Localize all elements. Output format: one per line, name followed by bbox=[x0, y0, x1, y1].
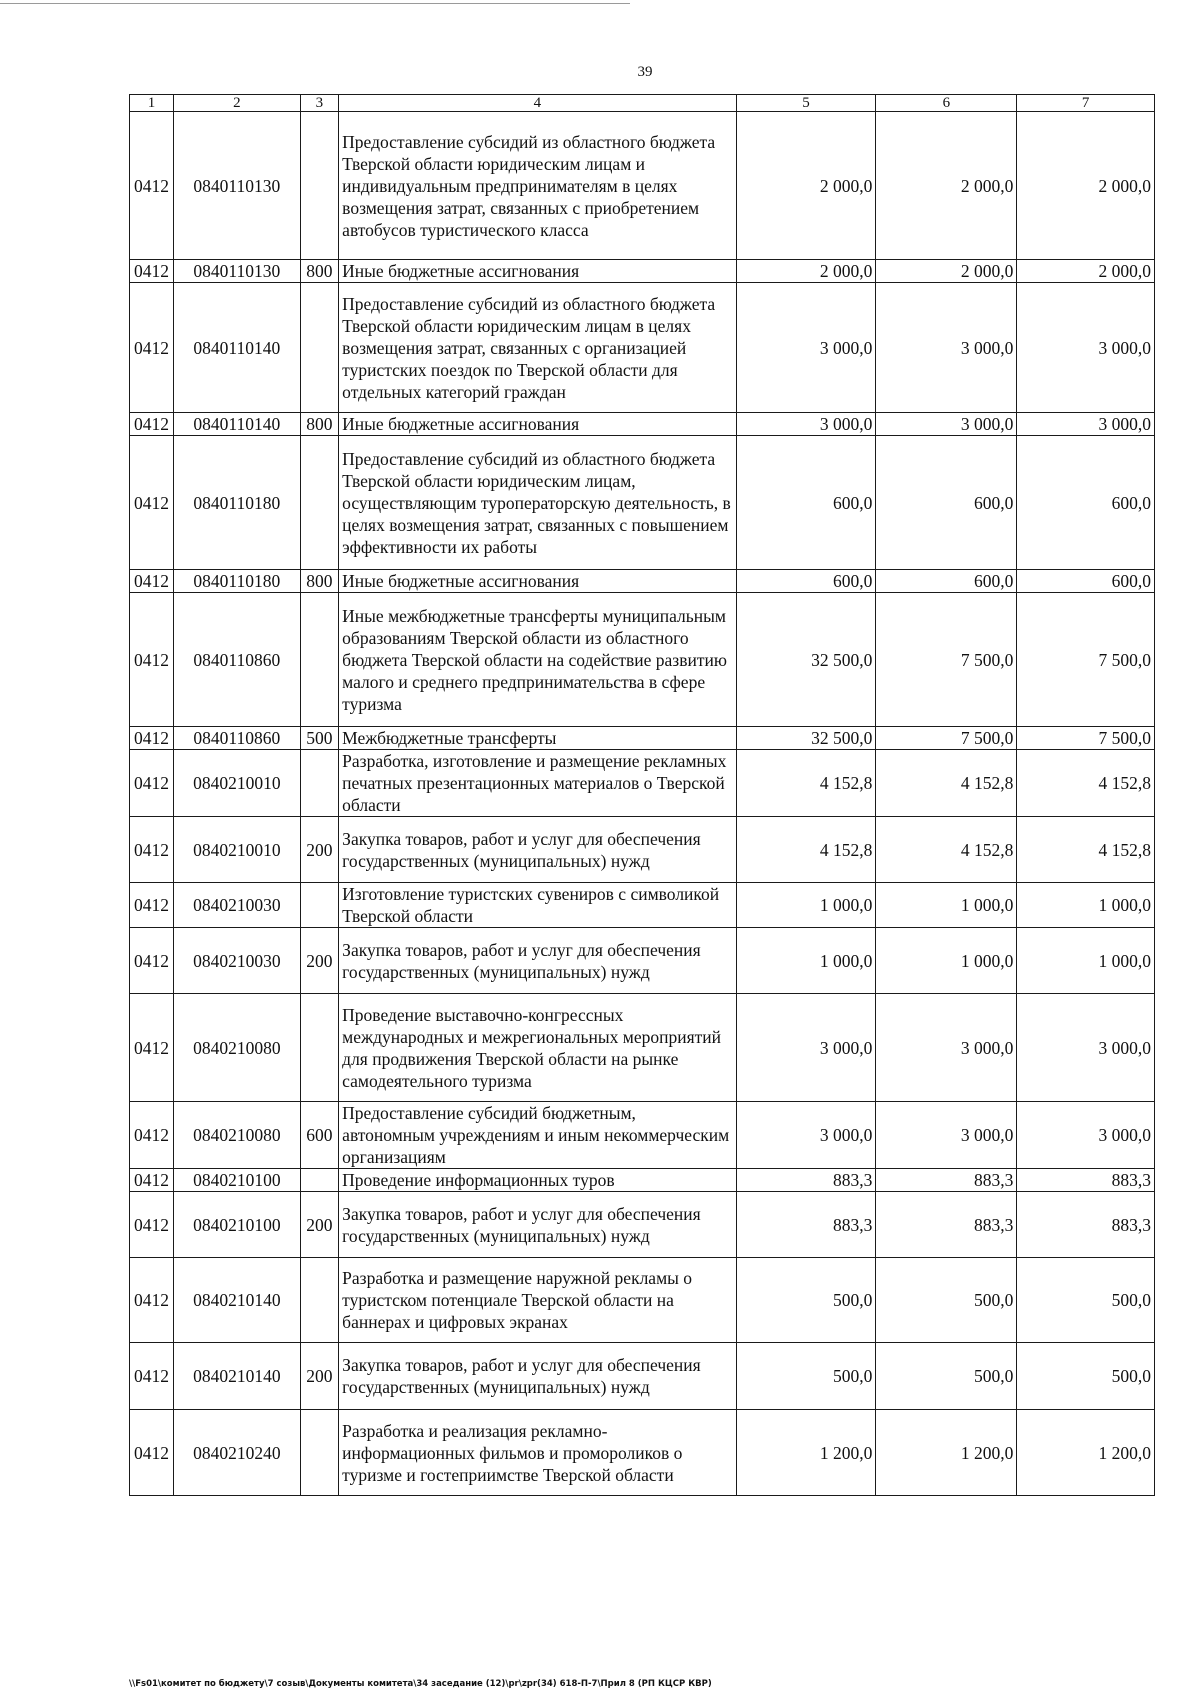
amount-col5-cell: 2 000,0 bbox=[736, 112, 876, 260]
amount-col5-cell: 32 500,0 bbox=[736, 593, 876, 727]
amount-col6-cell: 883,3 bbox=[876, 1192, 1017, 1258]
amount-col6-cell: 1 200,0 bbox=[876, 1410, 1017, 1496]
description-cell: Иные межбюджетные трансферты муниципальным образованиям Тверской области из областного бюджета Тверской области на содействие развитию малого и среднего предпринимательства в сфере туризма bbox=[339, 593, 736, 727]
table-row bbox=[130, 994, 1155, 1102]
amount-col7-cell: 1 200,0 bbox=[1017, 1410, 1155, 1496]
target-article-cell: 0840210010 bbox=[174, 750, 301, 817]
target-article-cell: 0840210240 bbox=[174, 1410, 301, 1496]
section-code-cell: 0412 bbox=[130, 1258, 174, 1343]
expense-type-cell bbox=[300, 1410, 339, 1496]
table-row bbox=[130, 1410, 1155, 1496]
amount-col6-cell: 7 500,0 bbox=[876, 593, 1017, 727]
amount-col6-cell: 883,3 bbox=[876, 1169, 1017, 1192]
target-article-cell: 0840210140 bbox=[174, 1258, 301, 1343]
expense-type-cell bbox=[300, 750, 339, 817]
amount-col7-cell: 4 152,8 bbox=[1017, 750, 1155, 817]
column-number-1: 1 bbox=[130, 95, 174, 112]
target-article-cell: 0840110140 bbox=[174, 413, 301, 436]
description-cell: Предоставление субсидий из областного бюджета Тверской области юридическим лицам, осуществляющим туроператорскую деятельность, в целях возмещения затрат, связанных с повышением эффективности их работы bbox=[339, 436, 736, 570]
section-code-cell: 0412 bbox=[130, 570, 174, 593]
target-article-cell: 0840210010 bbox=[174, 817, 301, 883]
target-article-cell: 0840110860 bbox=[174, 593, 301, 727]
expense-type-cell bbox=[300, 1169, 339, 1192]
amount-col6-cell: 4 152,8 bbox=[876, 750, 1017, 817]
amount-col7-cell: 3 000,0 bbox=[1017, 1102, 1155, 1169]
description-cell: Изготовление туристских сувениров с символикой Тверской области bbox=[339, 883, 736, 928]
target-article-cell: 0840110130 bbox=[174, 112, 301, 260]
amount-col7-cell: 3 000,0 bbox=[1017, 994, 1155, 1102]
amount-col7-cell: 600,0 bbox=[1017, 570, 1155, 593]
section-code-cell: 0412 bbox=[130, 260, 174, 283]
footer-file-path: \\Fs01\комитет по бюджету\7 созыв\Документы комитета\34 заседание (12)\pr\zpr(34) 618-П-7\Прил 8 (РП КЦСР КВР) bbox=[129, 1679, 712, 1689]
amount-col6-cell: 600,0 bbox=[876, 436, 1017, 570]
expense-type-cell: 200 bbox=[300, 1343, 339, 1410]
section-code-cell: 0412 bbox=[130, 1169, 174, 1192]
target-article-cell: 0840210030 bbox=[174, 928, 301, 994]
table-row bbox=[130, 260, 1155, 283]
amount-col5-cell: 1 000,0 bbox=[736, 883, 876, 928]
amount-col7-cell: 2 000,0 bbox=[1017, 112, 1155, 260]
column-number-6: 6 bbox=[876, 95, 1017, 112]
table-row bbox=[130, 112, 1155, 260]
description-cell: Проведение выставочно-конгрессных международных и межрегиональных мероприятий для продвижения Тверской области на рынке самодеятельного туризма bbox=[339, 994, 736, 1102]
section-code-cell: 0412 bbox=[130, 750, 174, 817]
amount-col6-cell: 3 000,0 bbox=[876, 413, 1017, 436]
amount-col5-cell: 600,0 bbox=[736, 436, 876, 570]
table-row bbox=[130, 1343, 1155, 1410]
table-row bbox=[130, 413, 1155, 436]
amount-col7-cell: 500,0 bbox=[1017, 1343, 1155, 1410]
target-article-cell: 0840210080 bbox=[174, 994, 301, 1102]
amount-col5-cell: 3 000,0 bbox=[736, 994, 876, 1102]
target-article-cell: 0840110180 bbox=[174, 436, 301, 570]
table-row bbox=[130, 1192, 1155, 1258]
amount-col5-cell: 2 000,0 bbox=[736, 260, 876, 283]
amount-col6-cell: 7 500,0 bbox=[876, 727, 1017, 750]
amount-col6-cell: 1 000,0 bbox=[876, 883, 1017, 928]
expense-type-cell: 200 bbox=[300, 928, 339, 994]
amount-col6-cell: 3 000,0 bbox=[876, 1102, 1017, 1169]
column-number-row bbox=[130, 95, 1155, 112]
expense-type-cell: 200 bbox=[300, 1192, 339, 1258]
section-code-cell: 0412 bbox=[130, 283, 174, 413]
section-code-cell: 0412 bbox=[130, 436, 174, 570]
section-code-cell: 0412 bbox=[130, 1410, 174, 1496]
amount-col6-cell: 3 000,0 bbox=[876, 283, 1017, 413]
table-row bbox=[130, 817, 1155, 883]
expense-type-cell bbox=[300, 283, 339, 413]
amount-col5-cell: 4 152,8 bbox=[736, 817, 876, 883]
top-scan-line bbox=[0, 3, 630, 4]
expense-type-cell: 800 bbox=[300, 570, 339, 593]
table-row bbox=[130, 750, 1155, 817]
amount-col6-cell: 4 152,8 bbox=[876, 817, 1017, 883]
page-number: 39 bbox=[637, 64, 653, 80]
amount-col7-cell: 1 000,0 bbox=[1017, 928, 1155, 994]
table-row bbox=[130, 593, 1155, 727]
expense-type-cell: 500 bbox=[300, 727, 339, 750]
section-code-cell: 0412 bbox=[130, 413, 174, 436]
table-row bbox=[130, 1258, 1155, 1343]
column-number-2: 2 bbox=[174, 95, 301, 112]
amount-col7-cell: 3 000,0 bbox=[1017, 413, 1155, 436]
description-cell: Проведение информационных туров bbox=[339, 1169, 736, 1192]
section-code-cell: 0412 bbox=[130, 112, 174, 260]
amount-col7-cell: 500,0 bbox=[1017, 1258, 1155, 1343]
target-article-cell: 0840210080 bbox=[174, 1102, 301, 1169]
section-code-cell: 0412 bbox=[130, 817, 174, 883]
amount-col6-cell: 500,0 bbox=[876, 1258, 1017, 1343]
expense-type-cell bbox=[300, 1258, 339, 1343]
column-number-3: 3 bbox=[300, 95, 339, 112]
section-code-cell: 0412 bbox=[130, 1102, 174, 1169]
section-code-cell: 0412 bbox=[130, 1343, 174, 1410]
table-row bbox=[130, 727, 1155, 750]
description-cell: Закупка товаров, работ и услуг для обеспечения государственных (муниципальных) нужд bbox=[339, 1192, 736, 1258]
expense-type-cell bbox=[300, 994, 339, 1102]
amount-col7-cell: 883,3 bbox=[1017, 1192, 1155, 1258]
budget-table bbox=[129, 94, 1155, 1496]
table-body bbox=[130, 95, 1155, 1496]
description-cell: Предоставление субсидий из областного бюджета Тверской области юридическим лицам и индивидуальным предпринимателям в целях возмещения затрат, связанных с приобретением автобусов туристического класса bbox=[339, 112, 736, 260]
expense-type-cell: 800 bbox=[300, 413, 339, 436]
amount-col7-cell: 2 000,0 bbox=[1017, 260, 1155, 283]
target-article-cell: 0840210100 bbox=[174, 1192, 301, 1258]
section-code-cell: 0412 bbox=[130, 727, 174, 750]
column-number-7: 7 bbox=[1017, 95, 1155, 112]
amount-col7-cell: 7 500,0 bbox=[1017, 593, 1155, 727]
table-row bbox=[130, 883, 1155, 928]
description-cell: Предоставление субсидий из областного бюджета Тверской области юридическим лицам в целях возмещения затрат, связанных с организацией туристских поездок по Тверской области для отдельных категорий граждан bbox=[339, 283, 736, 413]
target-article-cell: 0840110130 bbox=[174, 260, 301, 283]
amount-col7-cell: 7 500,0 bbox=[1017, 727, 1155, 750]
description-cell: Закупка товаров, работ и услуг для обеспечения государственных (муниципальных) нужд bbox=[339, 928, 736, 994]
table-row bbox=[130, 1102, 1155, 1169]
expense-type-cell: 200 bbox=[300, 817, 339, 883]
amount-col5-cell: 883,3 bbox=[736, 1192, 876, 1258]
expense-type-cell bbox=[300, 593, 339, 727]
section-code-cell: 0412 bbox=[130, 1192, 174, 1258]
expense-type-cell bbox=[300, 883, 339, 928]
amount-col5-cell: 500,0 bbox=[736, 1343, 876, 1410]
expense-type-cell bbox=[300, 436, 339, 570]
target-article-cell: 0840210140 bbox=[174, 1343, 301, 1410]
target-article-cell: 0840210030 bbox=[174, 883, 301, 928]
amount-col6-cell: 500,0 bbox=[876, 1343, 1017, 1410]
amount-col5-cell: 3 000,0 bbox=[736, 1102, 876, 1169]
amount-col7-cell: 1 000,0 bbox=[1017, 883, 1155, 928]
description-cell: Предоставление субсидий бюджетным, автономным учреждениям и иным некоммерческим организациям bbox=[339, 1102, 736, 1169]
amount-col6-cell: 1 000,0 bbox=[876, 928, 1017, 994]
amount-col5-cell: 500,0 bbox=[736, 1258, 876, 1343]
amount-col6-cell: 3 000,0 bbox=[876, 994, 1017, 1102]
amount-col7-cell: 883,3 bbox=[1017, 1169, 1155, 1192]
description-cell: Межбюджетные трансферты bbox=[339, 727, 736, 750]
amount-col6-cell: 2 000,0 bbox=[876, 260, 1017, 283]
description-cell: Иные бюджетные ассигнования bbox=[339, 413, 736, 436]
table-row bbox=[130, 436, 1155, 570]
amount-col5-cell: 600,0 bbox=[736, 570, 876, 593]
section-code-cell: 0412 bbox=[130, 928, 174, 994]
description-cell: Закупка товаров, работ и услуг для обеспечения государственных (муниципальных) нужд bbox=[339, 1343, 736, 1410]
target-article-cell: 0840110860 bbox=[174, 727, 301, 750]
amount-col6-cell: 600,0 bbox=[876, 570, 1017, 593]
description-cell: Иные бюджетные ассигнования bbox=[339, 260, 736, 283]
expense-type-cell: 800 bbox=[300, 260, 339, 283]
section-code-cell: 0412 bbox=[130, 994, 174, 1102]
column-number-4: 4 bbox=[339, 95, 736, 112]
amount-col7-cell: 4 152,8 bbox=[1017, 817, 1155, 883]
expense-type-cell: 600 bbox=[300, 1102, 339, 1169]
description-cell: Разработка и размещение наружной рекламы о туристском потенциале Тверской области на баннерах и цифровых экранах bbox=[339, 1258, 736, 1343]
description-cell: Разработка и реализация рекламно-информационных фильмов и промороликов о туризме и гостеприимстве Тверской области bbox=[339, 1410, 736, 1496]
section-code-cell: 0412 bbox=[130, 883, 174, 928]
amount-col5-cell: 32 500,0 bbox=[736, 727, 876, 750]
expense-type-cell bbox=[300, 112, 339, 260]
amount-col6-cell: 2 000,0 bbox=[876, 112, 1017, 260]
table-row bbox=[130, 1169, 1155, 1192]
amount-col5-cell: 1 000,0 bbox=[736, 928, 876, 994]
table-row bbox=[130, 928, 1155, 994]
table-row bbox=[130, 570, 1155, 593]
target-article-cell: 0840210100 bbox=[174, 1169, 301, 1192]
amount-col5-cell: 4 152,8 bbox=[736, 750, 876, 817]
description-cell: Иные бюджетные ассигнования bbox=[339, 570, 736, 593]
section-code-cell: 0412 bbox=[130, 593, 174, 727]
target-article-cell: 0840110140 bbox=[174, 283, 301, 413]
table-row bbox=[130, 283, 1155, 413]
amount-col5-cell: 1 200,0 bbox=[736, 1410, 876, 1496]
description-cell: Закупка товаров, работ и услуг для обеспечения государственных (муниципальных) нужд bbox=[339, 817, 736, 883]
description-cell: Разработка, изготовление и размещение рекламных печатных презентационных материалов о Тверской области bbox=[339, 750, 736, 817]
column-number-5: 5 bbox=[736, 95, 876, 112]
amount-col5-cell: 3 000,0 bbox=[736, 413, 876, 436]
target-article-cell: 0840110180 bbox=[174, 570, 301, 593]
amount-col7-cell: 600,0 bbox=[1017, 436, 1155, 570]
amount-col7-cell: 3 000,0 bbox=[1017, 283, 1155, 413]
amount-col5-cell: 3 000,0 bbox=[736, 283, 876, 413]
amount-col5-cell: 883,3 bbox=[736, 1169, 876, 1192]
